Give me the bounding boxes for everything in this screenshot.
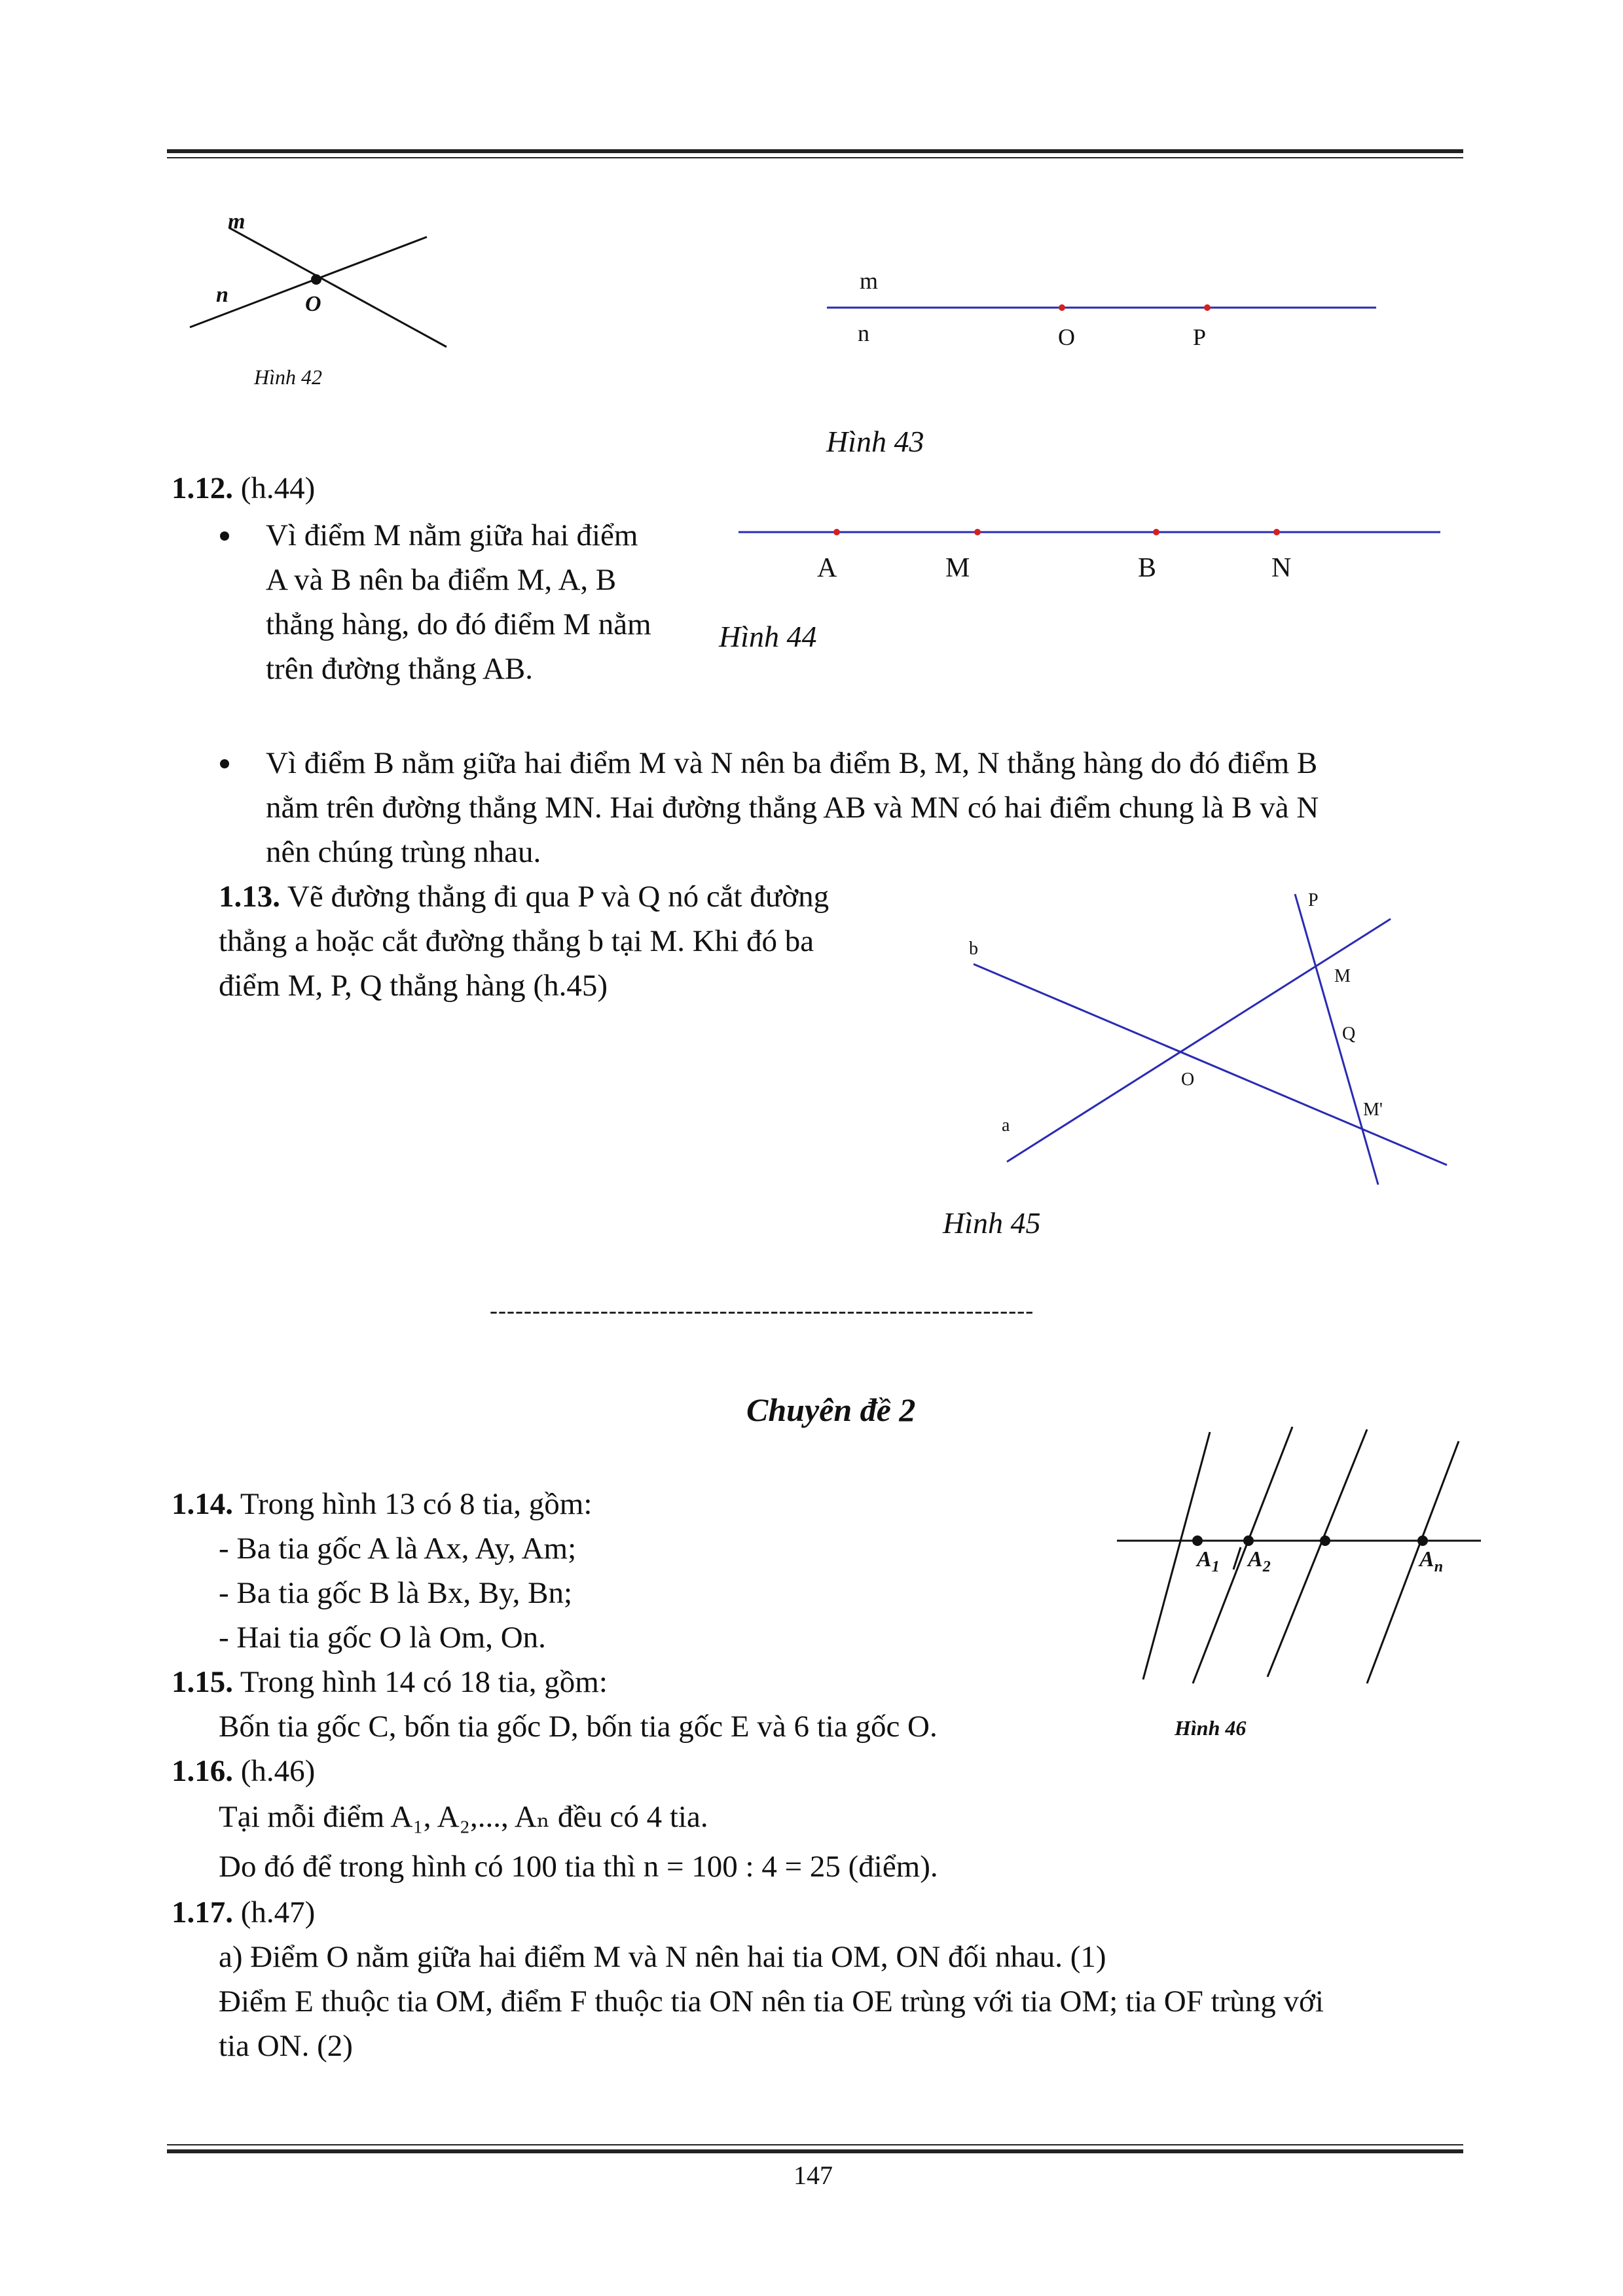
s116-line1-post: đều có 4 tia. [550,1800,708,1834]
fig43-label-p: P [1193,324,1207,350]
s117-line-b1: Điểm E thuộc tia OM, điểm F thuộc tia ON nên tia OE trùng với tia OM; tia OF trùng với [219,1984,1324,2018]
s113-line3: điểm M, P, Q thẳng hàng (h.45) [219,969,608,1003]
s116-line2-math: n = 100 : 4 = 25 [643,1850,841,1884]
s114-item-o: - Hai tia gốc O là Om, On. [219,1621,546,1655]
s116-heading [172,1749,315,1793]
s112-bullet2-line2: nằm trên đường thẳng MN. Hai đường thẳng AB và MN có hai điểm chung là B và N [266,791,1319,825]
fig44-caption: Hình 44 [719,620,817,653]
s112-bullet1-line2: A và B nên ba điểm M, A, B [266,563,617,597]
fig42-label-o: O [305,292,321,316]
s116-line2 [219,1844,938,1889]
fig45-label-a: a [1002,1115,1010,1136]
fig46-label-an [1419,1547,1443,1576]
fig45-caption: Hình 45 [943,1206,1041,1240]
s114-item-b: - Ba tia gốc B là Bx, By, Bn; [219,1576,573,1610]
fig45-label-o: O [1181,1069,1195,1090]
fig45-label-q: Q [1342,1024,1356,1044]
page-number: 147 [793,2161,833,2190]
fig44-label-m: M [945,553,970,583]
s115-detail: Bốn tia gốc C, bốn tia gốc D, bốn tia gốc E và 6 tia gốc O. [219,1710,938,1744]
fig44-label-a: A [817,553,837,583]
s112-num: 1.12. [172,471,233,505]
fig43-label-o: O [1058,324,1075,350]
s112-ref: (h.44) [233,471,316,505]
fig45-label-mprime: M' [1363,1100,1383,1120]
s116-line1 [219,1795,708,1839]
fig46-label-a2-letter: A [1248,1547,1263,1571]
s116-line2-post: (điểm). [840,1850,938,1884]
s114-intro: Trong hình 13 có 8 tia, gồm: [233,1487,593,1521]
s117-ref: (h.47) [233,1895,316,1929]
fig46-tick-between [1233,1547,1241,1570]
fig46-caption: Hình 46 [1175,1716,1247,1740]
fig43-label-m: m [860,268,879,294]
fig45-label-m: M [1334,966,1351,986]
s117-line-b2: tia ON. (2) [219,2029,353,2063]
s112-bullet1-line4: trên đường thẳng AB. [266,652,534,686]
fig43-label-n: n [858,320,869,346]
s114-num: 1.14. [172,1487,233,1521]
fig42-caption: Hình 42 [254,365,322,389]
fig44-label-b: B [1138,553,1157,583]
s115-intro: Trong hình 14 có 18 tia, gồm: [233,1665,608,1699]
s112-bullet1-line3: thẳng hàng, do đó điểm M nằm [266,607,651,641]
s112-bullet2-line3: nên chúng trùng nhau. [266,835,541,869]
s113-text1: Vẽ đường thẳng đi qua P và Q nó cắt đường [280,880,830,914]
fig46-label-a1 [1197,1547,1220,1576]
s117-line-a: a) Điểm O nằm giữa hai điểm M và N nên hai tia OM, ON đối nhau. (1) [219,1940,1106,1974]
fig46-label-an-sub: n [1434,1558,1444,1575]
s113-line2: thẳng a hoặc cắt đường thẳng b tại M. Khi đó ba [219,924,814,958]
s116-ref: (h.46) [233,1754,316,1788]
fig43-caption: Hình 43 [826,425,924,458]
fig46-label-a2-sub: 2 [1262,1558,1271,1575]
fig46-point-a3 [1320,1535,1330,1546]
chapter-title: Chuyên đề 2 [746,1391,916,1428]
fig44-label-n: N [1271,553,1292,583]
fig46-label-a1-sub: 1 [1211,1558,1220,1575]
s117-heading [172,1890,315,1935]
s116-line1-pre: Tại mỗi điểm [219,1800,391,1834]
s116-num: 1.16. [172,1754,233,1788]
fig42-label-n: n [216,283,228,307]
footer-rule-thin [167,2144,1463,2145]
fig46-label-an-letter: A [1419,1547,1434,1571]
fig46-point-an [1417,1535,1428,1546]
s112-bullet2-line1: Vì điểm B nằm giữa hai điểm M và N nên ba điểm B, M, N thẳng hàng do đó điểm B [266,746,1318,780]
fig46-point-a2 [1243,1535,1254,1546]
section-separator: ---------------------------------------------------------------- [490,1297,1034,1323]
fig46-label-a2 [1248,1547,1271,1576]
s114-item-a: - Ba tia gốc A là Ax, Ay, Am; [219,1532,577,1566]
s115-num: 1.15. [172,1665,233,1699]
fig46-line-an [1367,1441,1459,1683]
fig42-label-m: m [228,209,246,234]
fig46-line-a3 [1267,1429,1367,1677]
fig46-label-a1-letter: A [1197,1547,1212,1571]
fig46-point-a1 [1192,1535,1203,1546]
s117-num: 1.17. [172,1895,233,1929]
s116-line1-math: A₁, A₂,..., Aₙ [390,1800,551,1834]
fig45-label-p: P [1308,890,1319,910]
s116-line2-pre: Do đó để trong hình có 100 tia thì [219,1850,644,1884]
fig45-label-b: b [969,939,978,959]
s112-bullet1-line1: Vì điểm M nằm giữa hai điểm [266,518,638,552]
s113-num: 1.13. [219,880,280,914]
